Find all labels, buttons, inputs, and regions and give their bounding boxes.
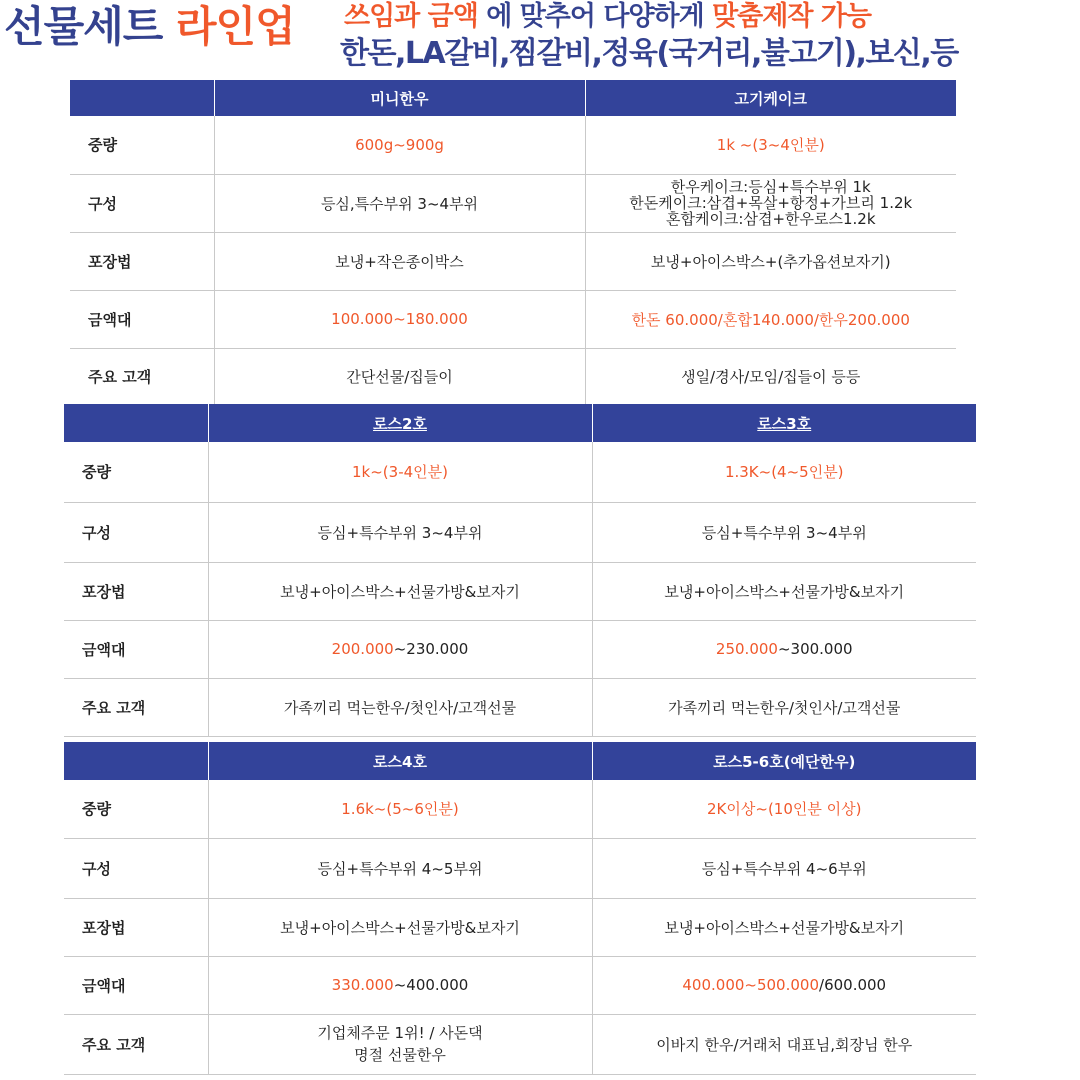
column-header bbox=[208, 404, 592, 442]
table-cell: 생일/경사/모임/집들이 등등 bbox=[585, 348, 956, 404]
column-header-label: 로스2호 bbox=[373, 414, 427, 433]
table-cell: 1.3K~(4~5인분) bbox=[592, 442, 976, 502]
table-mini-cake bbox=[70, 80, 956, 405]
table-cell bbox=[208, 1014, 592, 1074]
table-cell: 간단선물/집들이 bbox=[214, 348, 585, 404]
column-header bbox=[592, 404, 976, 442]
price-highlight: 250.000 bbox=[715, 640, 778, 658]
subtitle-1a: 쓰임과 금액 bbox=[344, 1, 478, 32]
row-label: 중량 bbox=[64, 442, 208, 502]
cell-line: 기업체주문 1위! / 사돈댁 bbox=[317, 1024, 483, 1042]
row-label: 구성 bbox=[64, 502, 208, 562]
price-highlight: 400.000~500.000 bbox=[682, 976, 820, 994]
row-label: 주요 고객 bbox=[64, 1014, 208, 1074]
row-label: 구성 bbox=[64, 838, 208, 898]
price-rest: ~230.000 bbox=[393, 640, 469, 658]
row-label: 주요 고객 bbox=[70, 348, 214, 404]
table-cell: 보냉+아이스박스+선물가방&보자기 bbox=[592, 898, 976, 956]
table-cell: 이바지 한우/거래처 대표님,회장님 한우 bbox=[592, 1014, 976, 1074]
table-cell: 1k ~(3~4인분) bbox=[585, 116, 956, 174]
table-cell bbox=[208, 620, 592, 678]
cell-line: 혼합케이크:삼겹+한우로스1.2k bbox=[665, 210, 876, 228]
table-cell: 보냉+아이스박스+(추가옵션보자기) bbox=[585, 232, 956, 290]
title-part-2: 라인업 bbox=[175, 2, 295, 51]
table-cell bbox=[592, 620, 976, 678]
table-cell: 1k~(3-4인분) bbox=[208, 442, 592, 502]
table-ross-2-3 bbox=[64, 404, 976, 737]
subtitle-1b: 에 맞추어 다양하게 bbox=[477, 1, 713, 32]
column-header: 로스5-6호(예단한우) bbox=[592, 742, 976, 780]
table-cell: 가족끼리 먹는한우/첫인사/고객선물 bbox=[208, 678, 592, 736]
table-cell: 100.000~180.000 bbox=[214, 290, 585, 348]
row-label: 금액대 bbox=[70, 290, 214, 348]
row-label: 중량 bbox=[64, 780, 208, 838]
row-label: 중량 bbox=[70, 116, 214, 174]
column-header: 고기케이크 bbox=[585, 80, 956, 116]
column-header-label: 로스3호 bbox=[757, 414, 812, 433]
subtitle-line-1 bbox=[344, 0, 871, 34]
column-header: 미니한우 bbox=[214, 80, 585, 116]
price-highlight: 200.000 bbox=[331, 640, 394, 658]
cell-line: 한돈케이크:삼겹+목살+항정+가브리 1.2k bbox=[629, 194, 913, 212]
table-cell: 등심+특수부위 3~4부위 bbox=[592, 502, 976, 562]
table-cell bbox=[585, 174, 956, 232]
table-cell bbox=[208, 956, 592, 1014]
table-cell: 등심,특수부위 3~4부위 bbox=[214, 174, 585, 232]
table-cell: 600g~900g bbox=[214, 116, 585, 174]
price-rest: /600.000 bbox=[819, 976, 887, 994]
table-header-corner bbox=[64, 742, 208, 780]
row-label: 포장법 bbox=[64, 562, 208, 620]
row-label: 금액대 bbox=[64, 956, 208, 1014]
title-part-1: 선물세트 bbox=[4, 2, 176, 51]
table-cell: 보냉+아이스박스+선물가방&보자기 bbox=[208, 898, 592, 956]
table-cell: 보냉+아이스박스+선물가방&보자기 bbox=[592, 562, 976, 620]
table-header-corner bbox=[64, 404, 208, 442]
table-cell: 보냉+아이스박스+선물가방&보자기 bbox=[208, 562, 592, 620]
table-cell: 1.6k~(5~6인분) bbox=[208, 780, 592, 838]
table-cell: 2K이상~(10인분 이상) bbox=[592, 780, 976, 838]
header bbox=[0, 0, 1080, 86]
table-cell bbox=[592, 956, 976, 1014]
price-rest: ~400.000 bbox=[393, 976, 469, 994]
table-cell: 한돈 60.000/혼합140.000/한우200.000 bbox=[585, 290, 956, 348]
page-title bbox=[4, 2, 295, 52]
row-label: 금액대 bbox=[64, 620, 208, 678]
table-cell: 등심+특수부위 3~4부위 bbox=[208, 502, 592, 562]
price-highlight: 330.000 bbox=[331, 976, 394, 994]
row-label: 포장법 bbox=[70, 232, 214, 290]
row-label: 구성 bbox=[70, 174, 214, 232]
subtitle-1c: 맞춤제작 가능 bbox=[712, 1, 871, 32]
subtitle-line-2: 한돈,LA갈비,찜갈비,정육(국거리,불고기),보신,등 bbox=[340, 36, 958, 71]
cell-line: 명절 선물한우 bbox=[354, 1046, 446, 1064]
table-cell: 보냉+작은종이박스 bbox=[214, 232, 585, 290]
column-header: 로스4호 bbox=[208, 742, 592, 780]
table-header-corner bbox=[70, 80, 214, 116]
table-cell: 가족끼리 먹는한우/첫인사/고객선물 bbox=[592, 678, 976, 736]
price-rest: ~300.000 bbox=[777, 640, 853, 658]
table-cell: 등심+특수부위 4~6부위 bbox=[592, 838, 976, 898]
table-cell: 등심+특수부위 4~5부위 bbox=[208, 838, 592, 898]
table-ross-4-56 bbox=[64, 742, 976, 1075]
row-label: 주요 고객 bbox=[64, 678, 208, 736]
cell-line: 한우케이크:등심+특수부위 1k bbox=[670, 178, 871, 196]
row-label: 포장법 bbox=[64, 898, 208, 956]
